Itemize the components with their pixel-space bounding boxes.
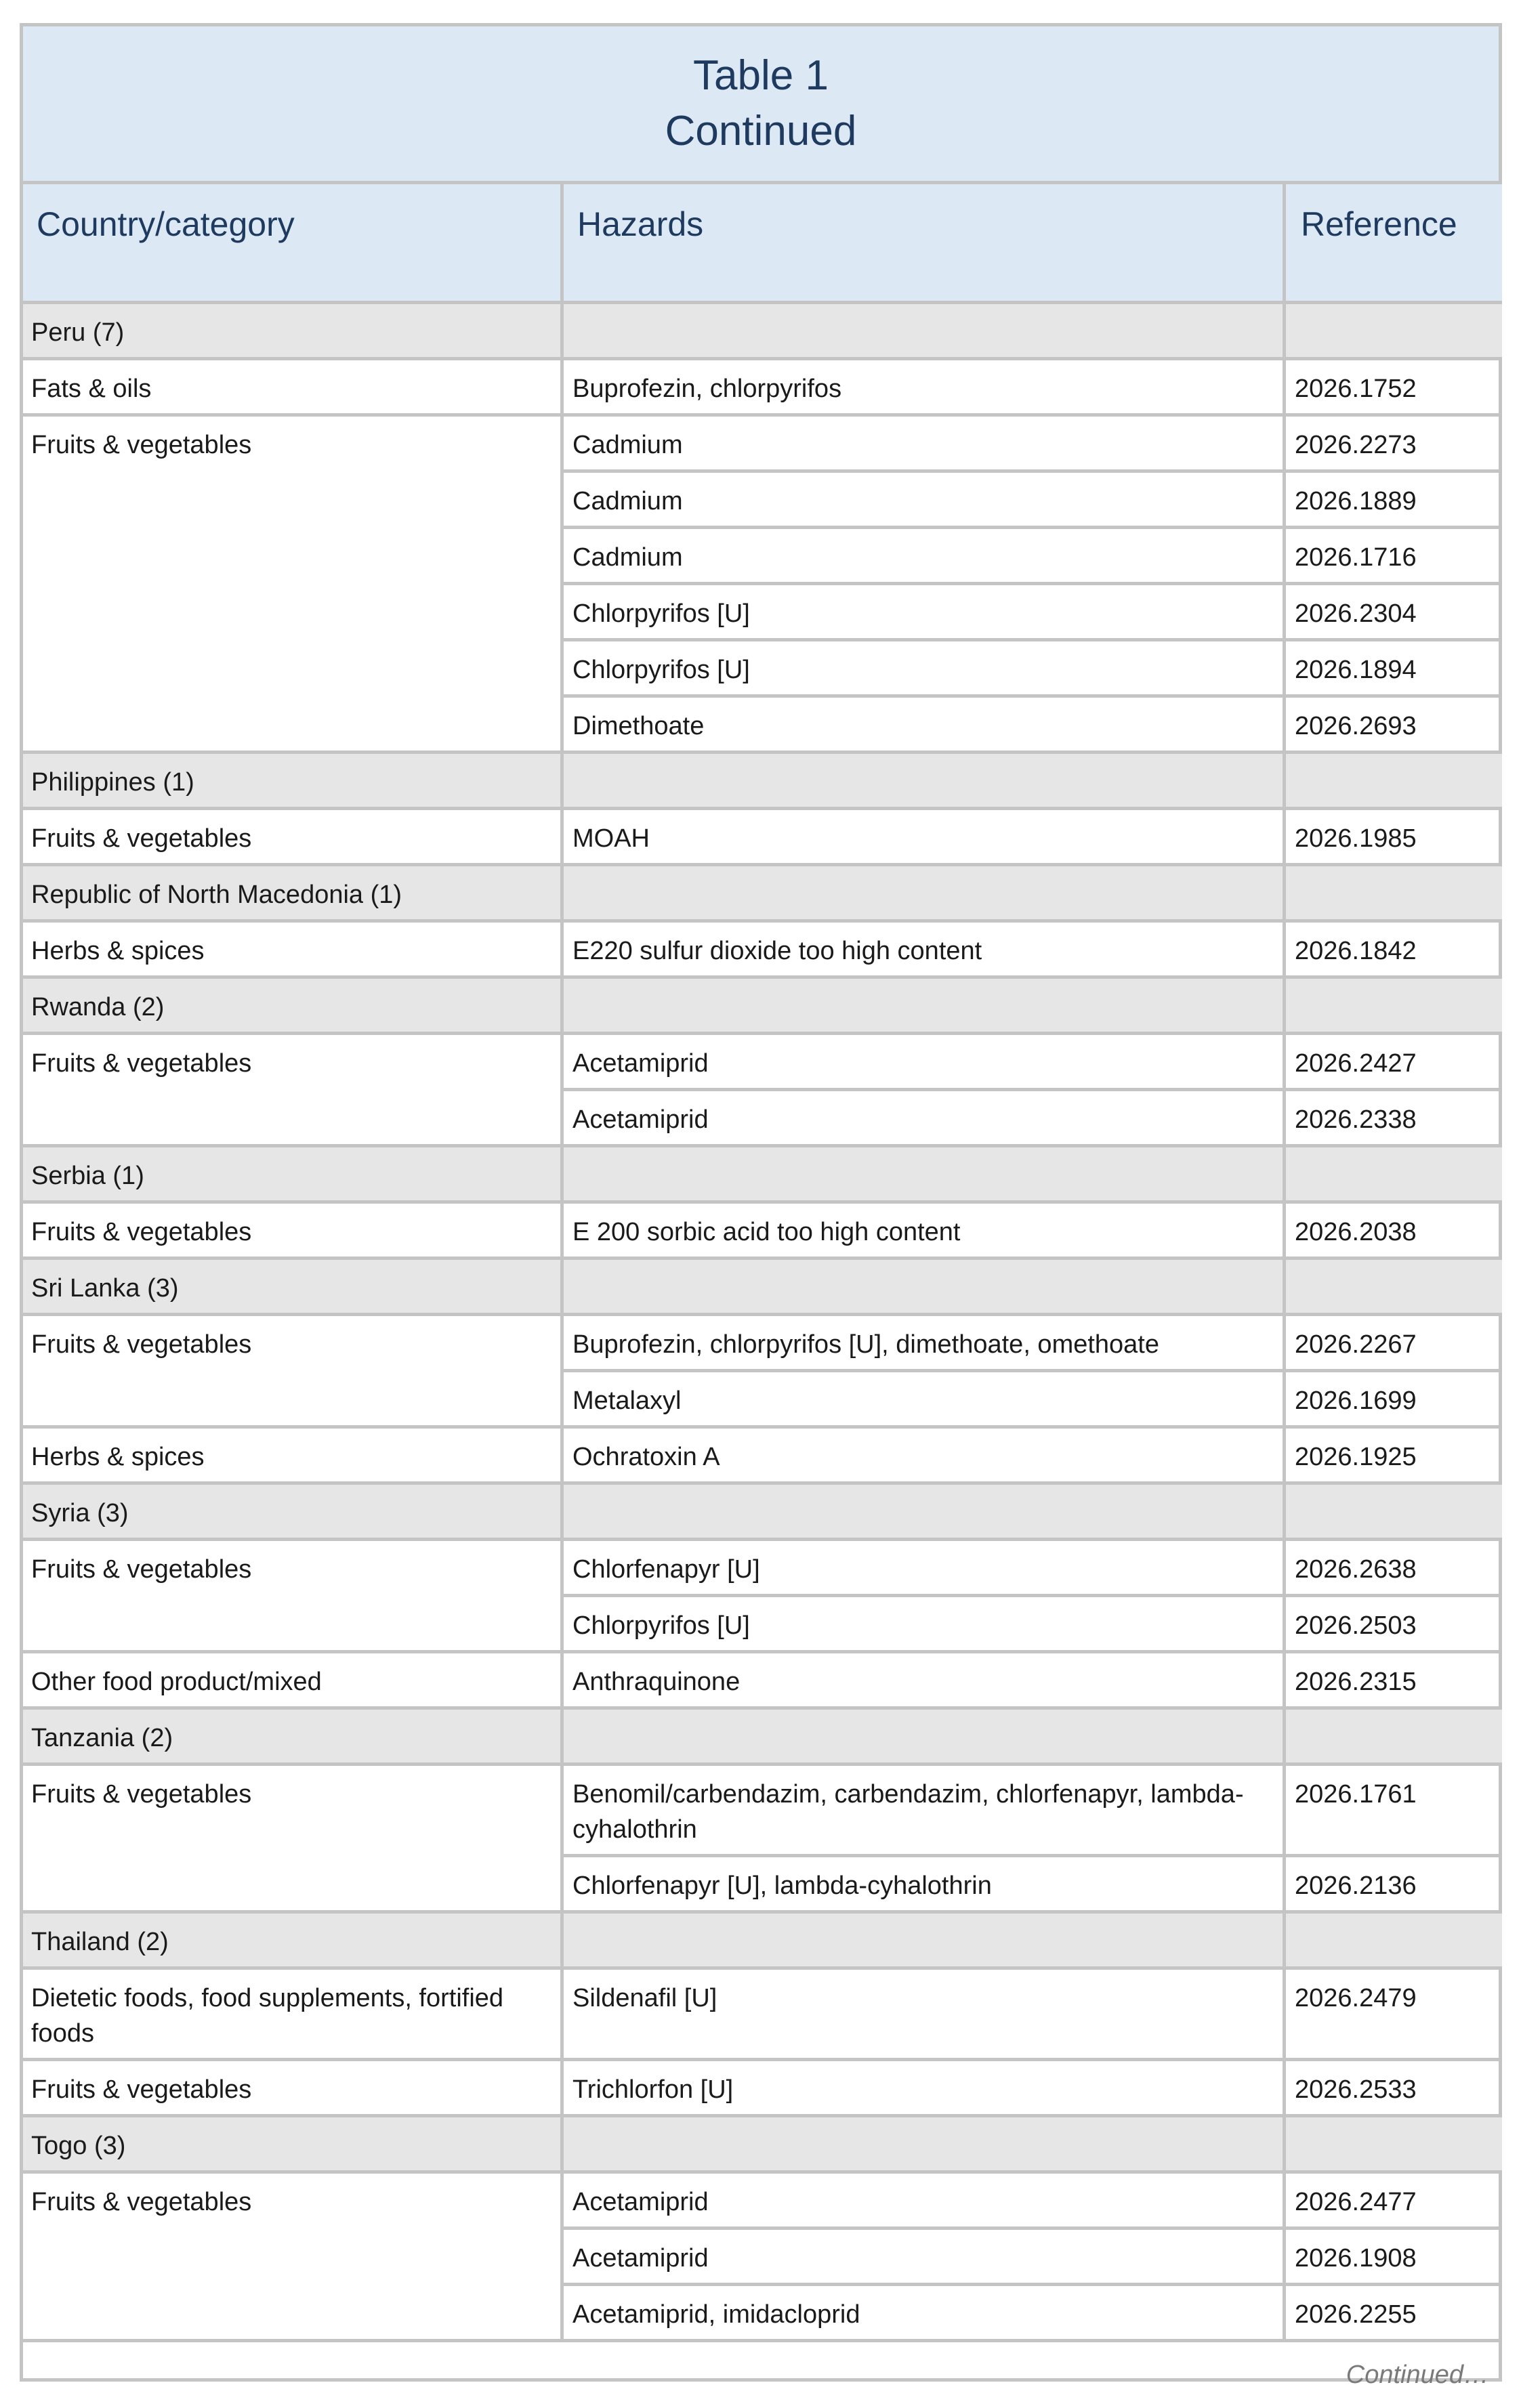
country-row	[23, 1147, 1499, 1204]
hazards-cell	[564, 2117, 1286, 2174]
table-title: Table 1	[693, 52, 829, 99]
country-row	[23, 1485, 1499, 1541]
country-row	[23, 979, 1499, 1035]
category-cell: Dietetic foods, food supplements, fortified foods	[23, 1970, 564, 2061]
category-cell: Fruits & vegetables	[23, 1204, 564, 1260]
table-row	[23, 2286, 1499, 2342]
hazards-cell	[564, 1710, 1286, 1766]
table-row	[23, 698, 1499, 754]
reference-cell: 2026.1908	[1286, 2230, 1502, 2286]
header-row	[23, 184, 1499, 304]
reference-cell: 2026.1761	[1286, 1766, 1502, 1857]
hazards-cell: Buprofezin, chlorpyrifos [U], dimethoate, omethoate	[564, 1316, 1286, 1372]
hazards-cell: Acetamiprid	[564, 1035, 1286, 1091]
hazards-cell: Buprofezin, chlorpyrifos	[564, 360, 1286, 417]
country-cell: Togo (3)	[23, 2117, 564, 2174]
table-row	[23, 1372, 1499, 1429]
hazards-cell: Chlorfenapyr [U]	[564, 1541, 1286, 1597]
category-cell	[23, 473, 564, 529]
table-row	[23, 1541, 1499, 1597]
table-row	[23, 1204, 1499, 1260]
country-row	[23, 304, 1499, 360]
category-cell: Fruits & vegetables	[23, 1316, 564, 1372]
reference-cell: 2026.2427	[1286, 1035, 1502, 1091]
hazards-cell: Dimethoate	[564, 698, 1286, 754]
hazards-cell: Acetamiprid, imidacloprid	[564, 2286, 1286, 2342]
reference-cell: 2026.1925	[1286, 1429, 1502, 1485]
hazards-cell: Acetamiprid	[564, 2174, 1286, 2230]
reference-cell: 2026.2693	[1286, 698, 1502, 754]
hazards-cell: Benomil/carbendazim, carbendazim, chlorfenapyr, lambda-cyhalothrin	[564, 1766, 1286, 1857]
category-cell	[23, 2230, 564, 2286]
country-cell: Serbia (1)	[23, 1147, 564, 1204]
table-row	[23, 1653, 1499, 1710]
hazards-cell: Chlorpyrifos [U]	[564, 641, 1286, 698]
reference-cell	[1286, 1260, 1502, 1316]
reference-cell: 2026.2267	[1286, 1316, 1502, 1372]
reference-cell: 2026.1842	[1286, 923, 1502, 979]
reference-cell	[1286, 2117, 1502, 2174]
reference-cell	[1286, 1485, 1502, 1541]
table-caption	[23, 26, 1499, 184]
hazards-cell	[564, 1485, 1286, 1541]
hazards-cell: Acetamiprid	[564, 2230, 1286, 2286]
reference-cell: 2026.1716	[1286, 529, 1502, 585]
table-frame	[20, 23, 1502, 2389]
category-cell: Fruits & vegetables	[23, 2061, 564, 2117]
table-row	[23, 1597, 1499, 1653]
reference-cell: 2026.1699	[1286, 1372, 1502, 1429]
hazards-cell	[564, 1914, 1286, 1970]
table-row	[23, 923, 1499, 979]
continued-note: Continued…	[1346, 2361, 1489, 2389]
category-cell	[23, 1857, 564, 1914]
hazards-cell: Sildenafil [U]	[564, 1970, 1286, 2061]
country-row	[23, 866, 1499, 923]
category-cell	[23, 1372, 564, 1429]
category-cell	[23, 641, 564, 698]
reference-cell: 2026.1752	[1286, 360, 1502, 417]
reference-cell: 2026.2315	[1286, 1653, 1502, 1710]
hazards-cell: Acetamiprid	[564, 1091, 1286, 1147]
hazards-cell	[564, 1260, 1286, 1316]
country-cell: Philippines (1)	[23, 754, 564, 810]
hazards-cell	[564, 979, 1286, 1035]
header-hazards: Hazards	[564, 184, 1286, 304]
hazards-cell: Cadmium	[564, 473, 1286, 529]
country-cell: Peru (7)	[23, 304, 564, 360]
table-row	[23, 1429, 1499, 1485]
country-cell: Thailand (2)	[23, 1914, 564, 1970]
hazards-cell: Metalaxyl	[564, 1372, 1286, 1429]
hazards-cell: Ochratoxin A	[564, 1429, 1286, 1485]
reference-cell	[1286, 1710, 1502, 1766]
country-cell: Syria (3)	[23, 1485, 564, 1541]
reference-cell	[1286, 754, 1502, 810]
table-row	[23, 1857, 1499, 1914]
reference-cell: 2026.2479	[1286, 1970, 1502, 2061]
table-row	[23, 1035, 1499, 1091]
hazards-cell	[564, 866, 1286, 923]
category-cell: Fats & oils	[23, 360, 564, 417]
hazards-cell: E220 sulfur dioxide too high content	[564, 923, 1286, 979]
table-row	[23, 810, 1499, 866]
reference-cell	[1286, 1147, 1502, 1204]
category-cell: Other food product/mixed	[23, 1653, 564, 1710]
category-cell	[23, 529, 564, 585]
hazards-cell: Cadmium	[564, 529, 1286, 585]
hazards-cell: Cadmium	[564, 417, 1286, 473]
table-row	[23, 529, 1499, 585]
country-row	[23, 754, 1499, 810]
category-cell: Fruits & vegetables	[23, 810, 564, 866]
header-reference: Reference	[1286, 184, 1502, 304]
table-row	[23, 2061, 1499, 2117]
table-row	[23, 1316, 1499, 1372]
hazards-cell: Chlorfenapyr [U], lambda-cyhalothrin	[564, 1857, 1286, 1914]
country-row	[23, 1710, 1499, 1766]
category-cell	[23, 1597, 564, 1653]
table-row	[23, 417, 1499, 473]
hazards-cell: Chlorpyrifos [U]	[564, 585, 1286, 641]
category-cell	[23, 1091, 564, 1147]
country-row	[23, 1914, 1499, 1970]
header-country-category: Country/category	[23, 184, 564, 304]
table-row	[23, 1091, 1499, 1147]
reference-cell	[1286, 1914, 1502, 1970]
country-cell: Tanzania (2)	[23, 1710, 564, 1766]
hazards-cell	[564, 754, 1286, 810]
hazards-cell: E 200 sorbic acid too high content	[564, 1204, 1286, 1260]
table-row	[23, 641, 1499, 698]
category-cell: Fruits & vegetables	[23, 1766, 564, 1857]
table-row	[23, 473, 1499, 529]
reference-cell	[1286, 979, 1502, 1035]
category-cell	[23, 698, 564, 754]
hazards-cell: MOAH	[564, 810, 1286, 866]
reference-cell: 2026.2533	[1286, 2061, 1502, 2117]
reference-cell: 2026.2038	[1286, 1204, 1502, 1260]
reference-cell	[1286, 304, 1502, 360]
hazards-cell	[564, 1147, 1286, 1204]
hazards-cell: Anthraquinone	[564, 1653, 1286, 1710]
reference-cell: 2026.2136	[1286, 1857, 1502, 1914]
reference-cell: 2026.1985	[1286, 810, 1502, 866]
hazards-cell: Chlorpyrifos [U]	[564, 1597, 1286, 1653]
category-cell: Fruits & vegetables	[23, 417, 564, 473]
category-cell	[23, 585, 564, 641]
reference-cell	[1286, 866, 1502, 923]
table-row	[23, 2174, 1499, 2230]
reference-cell: 2026.1889	[1286, 473, 1502, 529]
reference-cell: 2026.2638	[1286, 1541, 1502, 1597]
reference-cell: 2026.2503	[1286, 1597, 1502, 1653]
country-row	[23, 2117, 1499, 2174]
table-row	[23, 360, 1499, 417]
category-cell	[23, 2286, 564, 2342]
reference-cell: 2026.2304	[1286, 585, 1502, 641]
country-row	[23, 1260, 1499, 1316]
reference-cell: 2026.2273	[1286, 417, 1502, 473]
reference-cell: 2026.2255	[1286, 2286, 1502, 2342]
reference-cell: 2026.2338	[1286, 1091, 1502, 1147]
continued-row	[23, 2342, 1499, 2402]
table-row	[23, 585, 1499, 641]
table-row	[23, 2230, 1499, 2286]
country-cell: Rwanda (2)	[23, 979, 564, 1035]
reference-cell: 2026.2477	[1286, 2174, 1502, 2230]
category-cell: Fruits & vegetables	[23, 1035, 564, 1091]
category-cell: Fruits & vegetables	[23, 1541, 564, 1597]
country-cell: Sri Lanka (3)	[23, 1260, 564, 1316]
country-cell: Republic of North Macedonia (1)	[23, 866, 564, 923]
hazards-cell: Trichlorfon [U]	[564, 2061, 1286, 2117]
category-cell: Fruits & vegetables	[23, 2174, 564, 2230]
category-cell: Herbs & spices	[23, 1429, 564, 1485]
hazards-cell	[564, 304, 1286, 360]
table-subtitle: Continued	[665, 108, 857, 154]
table-row	[23, 1970, 1499, 2061]
table-row	[23, 1766, 1499, 1857]
reference-cell: 2026.1894	[1286, 641, 1502, 698]
category-cell: Herbs & spices	[23, 923, 564, 979]
